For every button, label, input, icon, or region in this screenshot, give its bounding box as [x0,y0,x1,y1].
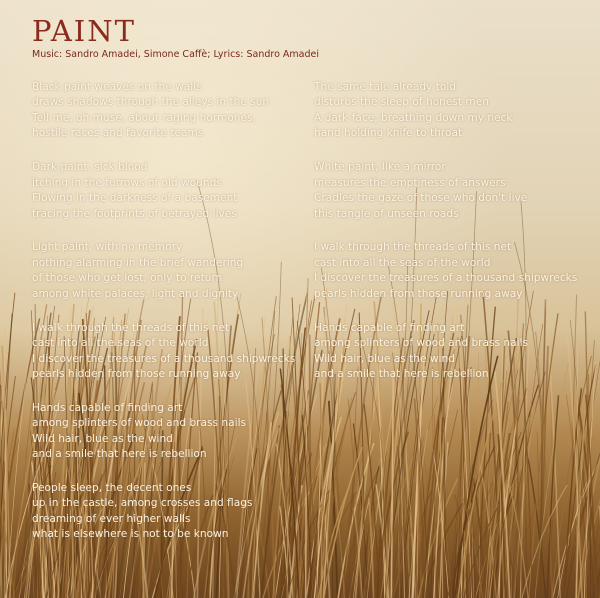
lyric-line: pearls hidden from those running away [314,287,523,300]
lyric-line: cast into all the seas of the world [32,337,209,350]
lyric-line: I walk through the threads of this net [32,321,230,334]
lyric-line: Flowing in the darkness of a basement [32,192,238,205]
lyric-line: among white palaces, light and dignity [32,287,239,300]
lyrics-stanza [314,160,594,222]
lyric-line: among splinters of wood and brass nails [32,417,247,430]
lyric-line: tracing the footprints of betrayed lives [32,207,237,220]
lyric-line: Cradles the gaze of those who don't live [314,192,528,205]
lyrics-stanza [314,240,594,302]
lyric-line: Hands capable of finding art [314,321,465,334]
lyrics-stanza [32,321,302,383]
lyric-line: I discover the treasures of a thousand shipwrecks [314,272,578,285]
lyric-line: People sleep, the decent ones [32,482,192,495]
song-credits: Music: Sandro Amadei, Simone Caffè; Lyrics: Sandro Amadei [32,49,319,60]
lyric-line: Wild hair, blue as the wind [314,352,455,365]
lyric-line: White paint, like a mirror [314,161,446,174]
lyric-line: measures the emptiness of answers [314,176,506,189]
lyric-line: and a smile that here is rebellion [314,367,489,380]
lyric-line: Light paint, with no memory [32,241,183,254]
lyrics-stanza [32,80,302,142]
lyric-line: itching in the furrows of old wounds [32,176,222,189]
lyric-line: The same tale already told [314,81,456,93]
lyric-line: Black paint weaves on the walls [32,81,202,93]
lyric-line: A dark face, breathing down my neck [314,111,513,124]
grass-blade [310,335,311,598]
lyric-line: Wild hair, blue as the wind [32,432,173,445]
lyric-line: dreaming of ever higher walls [32,512,191,525]
lyric-line: pearls hidden from those running away [32,367,241,380]
song-title: PAINT [32,14,136,48]
lyric-line: what is elsewhere is not to be known [32,528,229,541]
lyrics-stanza [32,160,302,222]
lyrics-stanza [314,80,594,142]
lyric-line: nothing alarming in the brief wandering [32,256,244,269]
lyric-line: Dark paint, sick blood [32,161,148,174]
lyrics-column-left [32,80,302,561]
lyric-line: Hands capable of finding art [32,401,183,414]
lyrics-column-right [314,80,594,401]
lyric-line: disturbs the sleep of honest men [314,96,489,109]
lyric-line: this tangle of unseen roads [314,207,459,220]
lyric-line: I discover the treasures of a thousand shipwrecks [32,352,296,365]
lyric-line: I walk through the threads of this net [314,241,512,254]
lyrics-stanza [32,240,302,302]
lyric-line: of those who get lost, only to return [32,272,223,285]
lyrics-stanza [32,481,302,543]
lyrics-stanza [314,321,594,383]
lyric-line: and a smile that here is rebellion [32,448,207,461]
lyric-line: up in the castle, among crosses and flags [32,497,253,510]
lyrics-stanza [32,401,302,463]
lyric-line: hostile races and favorite teams [32,127,204,140]
lyric-line: Tell me, oh muse, about raging hormones, [32,111,256,124]
lyric-line: among splinters of wood and brass nails [314,337,529,350]
lyric-line: draws shadows through the alleys in the sun [32,96,270,109]
lyric-line: hand holding knife to throat [314,127,463,140]
lyric-line: cast into all the seas of the world [314,256,491,269]
